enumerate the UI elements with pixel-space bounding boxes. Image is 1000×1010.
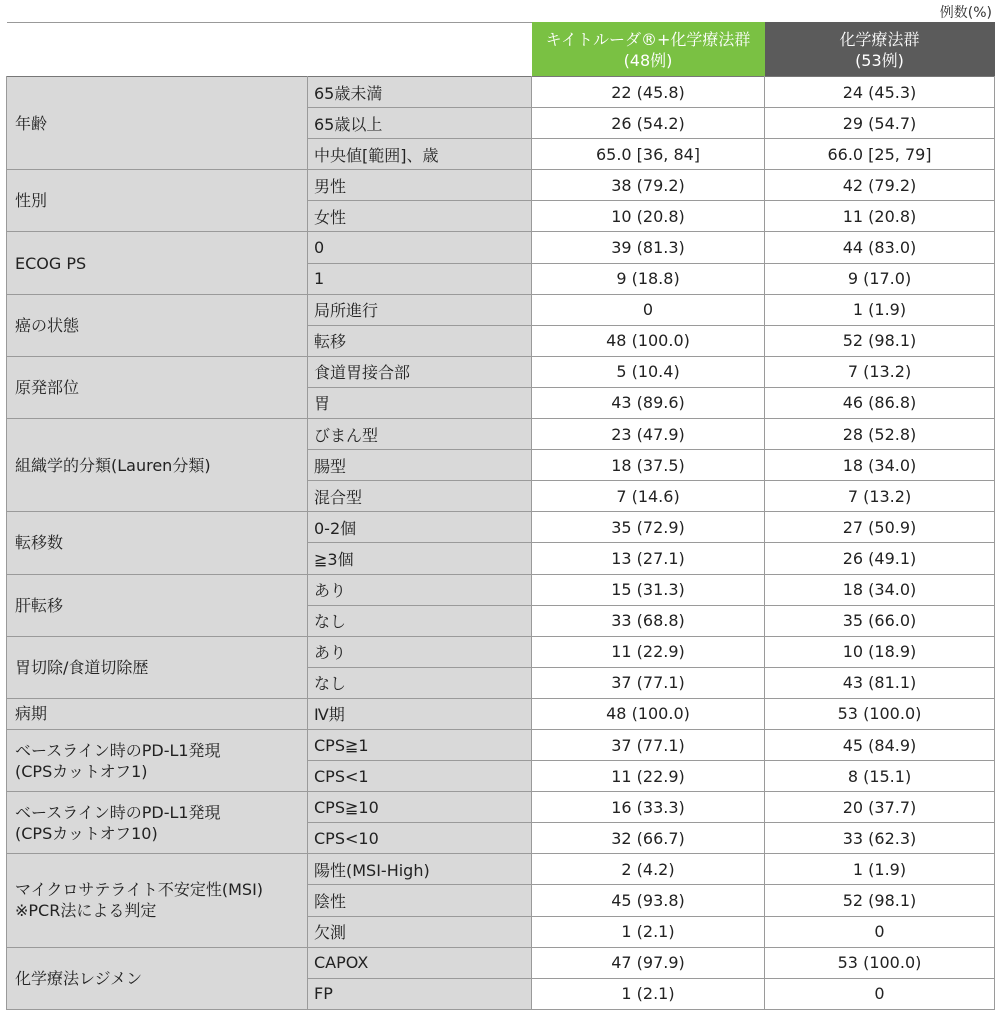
category-label-cell [7,356,308,418]
category-label-cell [7,512,308,574]
keytruda-chemo-value-cell: 26 (54.2) [532,108,765,139]
chemo-value-cell: 7 (13.2) [765,356,995,387]
subcategory-cell: あり [308,574,532,605]
chemo-value-cell: 28 (52.8) [765,419,995,450]
keytruda-chemo-value-cell: 11 (22.9) [532,761,765,792]
category-label: 肝転移 [15,595,64,615]
chemo-value-cell: 66.0 [25, 79] [765,139,995,170]
keytruda-chemo-value-cell: 48 (100.0) [532,698,765,729]
keytruda-chemo-value-cell: 16 (33.3) [532,792,765,823]
keytruda-chemo-value-cell: 23 (47.9) [532,419,765,450]
category-label-line2: (CPSカットオフ10) [15,823,158,843]
subcategory-cell: 中央値[範囲]、歳 [308,139,532,170]
subcategory-cell: びまん型 [308,419,532,450]
category-label: ベースライン時のPD-L1発現 [15,802,221,822]
category-label: 癌の状態 [15,315,80,335]
subcategory-cell: CPS≧1 [308,729,532,760]
table-row [7,636,995,667]
keytruda-chemo-value-cell: 5 (10.4) [532,356,765,387]
category-label-cell [7,419,308,512]
table-header-row [7,23,995,77]
category-label-cell [7,232,308,294]
chemo-value-cell: 42 (79.2) [765,170,995,201]
chemo-value-cell: 52 (98.1) [765,885,995,916]
subcategory-cell: CPS≧10 [308,792,532,823]
subcategory-cell: CAPOX [308,947,532,978]
table-row [7,792,995,823]
table-row [7,356,995,387]
chemo-value-cell: 9 (17.0) [765,263,995,294]
keytruda-chemo-value-cell: 11 (22.9) [532,636,765,667]
table-body [7,77,995,1010]
keytruda-chemo-value-cell: 43 (89.6) [532,387,765,418]
category-label: 年齢 [15,113,48,133]
category-label: 胃切除/食道切除歴 [15,657,149,677]
header-keytruda-chemo-group [532,23,765,77]
chemo-value-cell: 43 (81.1) [765,667,995,698]
chemo-value-cell: 7 (13.2) [765,481,995,512]
category-label-cell [7,574,308,636]
subcategory-cell: 陰性 [308,885,532,916]
category-label: 組織学的分類(Lauren分類) [15,455,211,475]
keytruda-chemo-value-cell: 47 (97.9) [532,947,765,978]
keytruda-chemo-value-cell: 1 (2.1) [532,916,765,947]
table-row [7,698,995,729]
keytruda-chemo-value-cell: 35 (72.9) [532,512,765,543]
subcategory-cell: 男性 [308,170,532,201]
keytruda-chemo-value-cell: 9 (18.8) [532,263,765,294]
table-row [7,77,995,108]
keytruda-chemo-value-cell: 48 (100.0) [532,325,765,356]
keytruda-chemo-value-cell: 39 (81.3) [532,232,765,263]
header-group1-n: (48例) [623,50,673,70]
chemo-value-cell: 18 (34.0) [765,450,995,481]
subcategory-cell: 胃 [308,387,532,418]
chemo-value-cell: 53 (100.0) [765,698,995,729]
subcategory-cell: FP [308,978,532,1009]
chemo-value-cell: 1 (1.9) [765,854,995,885]
category-label-cell [7,792,308,854]
chemo-value-cell: 35 (66.0) [765,605,995,636]
unit-label: 例数(%) [939,5,992,21]
category-label: 性別 [15,191,48,211]
chemo-value-cell: 0 [765,916,995,947]
keytruda-chemo-value-cell: 38 (79.2) [532,170,765,201]
chemo-value-cell: 10 (18.9) [765,636,995,667]
subcategory-cell: 転移 [308,325,532,356]
chemo-value-cell: 20 (37.7) [765,792,995,823]
header-blank [7,23,532,77]
keytruda-chemo-value-cell: 0 [532,294,765,325]
subcategory-cell: なし [308,605,532,636]
keytruda-chemo-value-cell: 33 (68.8) [532,605,765,636]
category-label: マイクロサテライト不安定性(MSI) [15,880,264,900]
category-label: 原発部位 [15,377,80,397]
keytruda-chemo-value-cell: 10 (20.8) [532,201,765,232]
category-label: 化学療法レジメン [15,968,143,988]
subcategory-cell: 腸型 [308,450,532,481]
subcategory-cell: Ⅳ期 [308,698,532,729]
category-label: 転移数 [15,533,64,553]
keytruda-chemo-value-cell: 32 (66.7) [532,823,765,854]
chemo-value-cell: 24 (45.3) [765,77,995,108]
category-label: ベースライン時のPD-L1発現 [15,740,221,760]
category-label-cell [7,698,308,729]
subcategory-cell: 局所進行 [308,294,532,325]
table-row [7,512,995,543]
subcategory-cell: 0 [308,232,532,263]
chemo-value-cell: 52 (98.1) [765,325,995,356]
chemo-value-cell: 0 [765,978,995,1009]
subcategory-cell: 1 [308,263,532,294]
keytruda-chemo-value-cell: 18 (37.5) [532,450,765,481]
chemo-value-cell: 18 (34.0) [765,574,995,605]
category-label-cell [7,77,308,170]
chemo-value-cell: 26 (49.1) [765,543,995,574]
subcategory-cell: 65歳以上 [308,108,532,139]
chemo-value-cell: 46 (86.8) [765,387,995,418]
category-label-cell [7,729,308,791]
table-row [7,232,995,263]
keytruda-chemo-value-cell: 7 (14.6) [532,481,765,512]
table-row [7,854,995,885]
keytruda-chemo-value-cell: 37 (77.1) [532,729,765,760]
subcategory-cell: ≧3個 [308,543,532,574]
subcategory-cell: 65歳未満 [308,77,532,108]
keytruda-chemo-value-cell: 13 (27.1) [532,543,765,574]
chemo-value-cell: 11 (20.8) [765,201,995,232]
keytruda-chemo-value-cell: 37 (77.1) [532,667,765,698]
subcategory-cell: CPS<1 [308,761,532,792]
subcategory-cell: 混合型 [308,481,532,512]
table-row [7,729,995,760]
keytruda-chemo-value-cell: 2 (4.2) [532,854,765,885]
subcategory-cell: あり [308,636,532,667]
category-label-line2: (CPSカットオフ1) [15,761,148,781]
chemo-value-cell: 33 (62.3) [765,823,995,854]
chemo-value-cell: 29 (54.7) [765,108,995,139]
chemo-value-cell: 44 (83.0) [765,232,995,263]
subcategory-cell: なし [308,667,532,698]
category-label: ECOG PS [15,253,87,273]
subcategory-cell: CPS<10 [308,823,532,854]
header-group2-n: (53例) [855,50,904,70]
header-chemo-group [765,23,995,77]
subcategory-cell: 女性 [308,201,532,232]
subcategory-cell: 陽性(MSI-High) [308,854,532,885]
category-label-cell [7,170,308,232]
chemo-value-cell: 1 (1.9) [765,294,995,325]
header-group2-name: 化学療法群 [839,29,920,49]
category-label: 病期 [15,704,48,724]
subcategory-cell: 0-2個 [308,512,532,543]
chemo-value-cell: 53 (100.0) [765,947,995,978]
category-label-cell [7,636,308,698]
table-row [7,419,995,450]
table-row [7,170,995,201]
category-label-cell [7,947,308,1009]
header-group1-name: キイトルーダ®+化学療法群 [545,29,751,49]
category-label-line2: ※PCR法による判定 [15,901,157,921]
table-row [7,294,995,325]
category-label-cell [7,854,308,947]
keytruda-chemo-value-cell: 22 (45.8) [532,77,765,108]
chemo-value-cell: 27 (50.9) [765,512,995,543]
subcategory-cell: 食道胃接合部 [308,356,532,387]
keytruda-chemo-value-cell: 45 (93.8) [532,885,765,916]
keytruda-chemo-value-cell: 65.0 [36, 84] [532,139,765,170]
chemo-value-cell: 8 (15.1) [765,761,995,792]
keytruda-chemo-value-cell: 15 (31.3) [532,574,765,605]
table-row [7,947,995,978]
table-row [7,574,995,605]
chemo-value-cell: 45 (84.9) [765,729,995,760]
subcategory-cell: 欠測 [308,916,532,947]
baseline-characteristics-table [6,22,995,1010]
keytruda-chemo-value-cell: 1 (2.1) [532,978,765,1009]
category-label-cell [7,294,308,356]
